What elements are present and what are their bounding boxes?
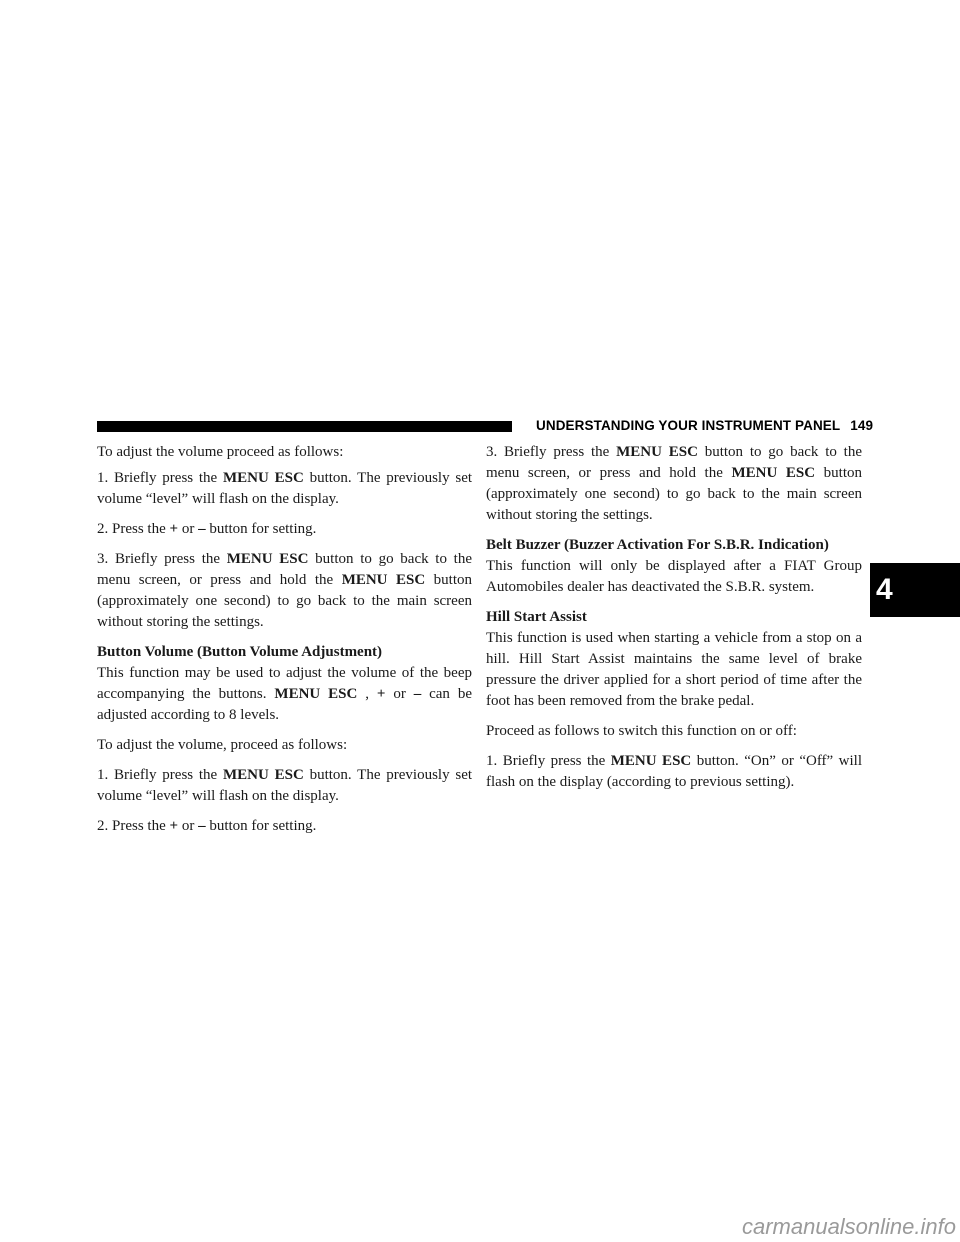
step-paragraph: 2. Press the + or – button for setting.: [97, 521, 317, 537]
header-rule: [97, 421, 512, 432]
paragraph: To adjust the volume proceed as follows:: [97, 444, 344, 460]
step-paragraph: 1. Briefly press the MENU ESC button. The previously set volume “level” will flash on the display.: [97, 470, 473, 507]
running-header: [536, 418, 873, 433]
chapter-tab: [870, 563, 960, 617]
paragraph: This function is used when starting a vehicle from a stop on a hill. Hill Start Assist maintains the same level of brake pressure the driver applied for a short period of time after the foot has been removed from the brake pedal.: [486, 630, 862, 709]
step-paragraph: 1. Briefly press the MENU ESC button. “On” or “Off” will flash on the display (according to previous setting).: [486, 753, 863, 790]
step-paragraph: 3. Briefly press the MENU ESC button to go back to the menu screen, or press and hold the MENU ESC button (approximately one second) to go back to the main screen without storing the settings.: [486, 444, 863, 523]
button-name: MENU ESC: [223, 470, 304, 486]
page-number: 149: [850, 418, 874, 433]
left-column: [97, 442, 472, 846]
step-paragraph: 1. Briefly press the MENU ESC button. The previously set volume “level” will flash on the display.: [97, 767, 473, 804]
step-paragraph: 2. Press the + or – button for setting.: [97, 818, 317, 834]
watermark-logo: carmanualsonline.info: [741, 1214, 956, 1239]
section-heading: Button Volume (Button Volume Adjustment): [97, 644, 383, 660]
paragraph: To adjust the volume, proceed as follows:: [97, 737, 348, 753]
right-column: [486, 442, 862, 802]
header-title: UNDERSTANDING YOUR INSTRUMENT PANEL: [536, 418, 841, 433]
section-heading: Belt Buzzer (Buzzer Activation For S.B.R. Indication): [486, 537, 829, 553]
section-heading: Hill Start Assist: [486, 609, 587, 625]
chapter-number: 4: [876, 573, 893, 606]
paragraph: Proceed as follows to switch this function on or off:: [486, 723, 797, 739]
paragraph: This function may be used to adjust the volume of the beep accompanying the buttons. MENU ESC , + or – can be adjusted according to 8 levels.: [97, 665, 472, 723]
step-paragraph: 3. Briefly press the MENU ESC button to go back to the menu screen, or press and hold the MENU ESC button (approximately one second) to go back to the main screen without storing the settings.: [97, 551, 473, 630]
paragraph: This function will only be displayed after a FIAT Group Automobiles dealer has deactivated the S.B.R. system.: [486, 558, 862, 595]
